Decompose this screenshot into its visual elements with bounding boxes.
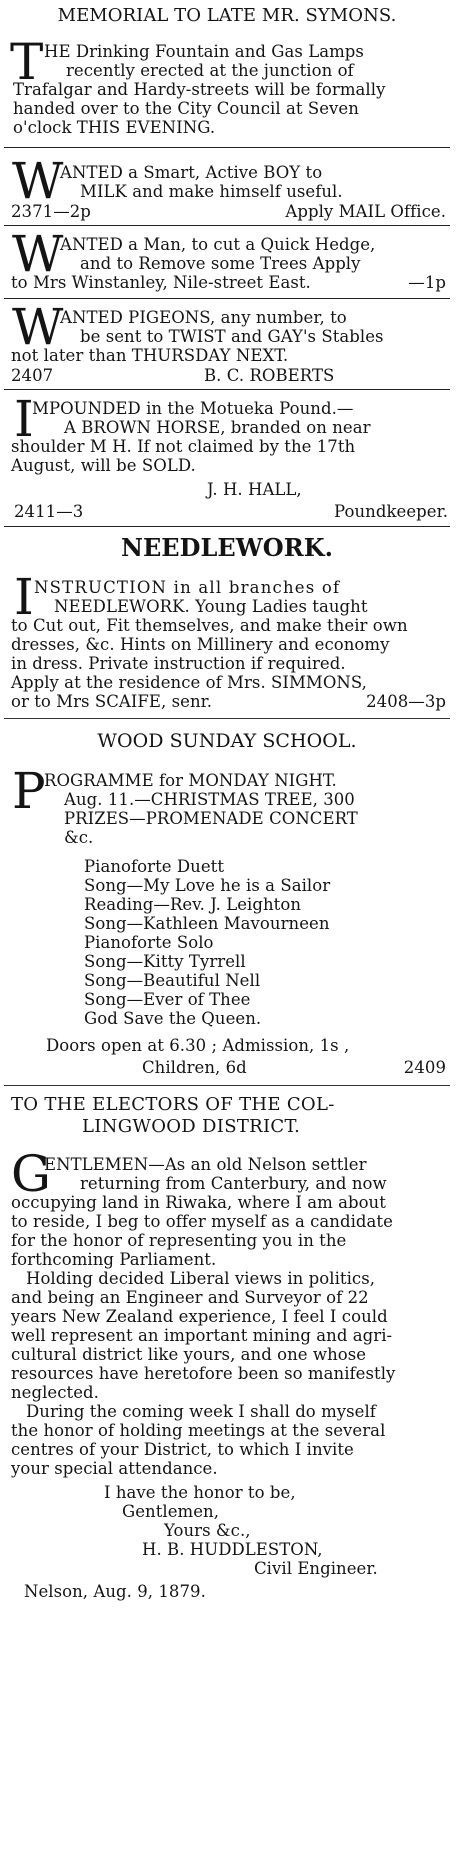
needlework-line-4: dresses, &c. Hints on Millinery and economy bbox=[11, 635, 390, 654]
electors-line: your special attendance. bbox=[11, 1459, 218, 1478]
needlework-line-7: or to Mrs SCAIFE, senr. bbox=[11, 692, 213, 711]
electors-line: centres of your District, to which I invite bbox=[11, 1440, 354, 1459]
rule bbox=[4, 225, 450, 226]
program-item: Song—Beautiful Nell bbox=[84, 971, 261, 990]
program-item: Song—Ever of Thee bbox=[84, 990, 251, 1009]
pigeons-drop-cap: W bbox=[12, 298, 64, 356]
program-item: Song—My Love he is a Sailor bbox=[84, 876, 331, 895]
pigeons-signature: B. C. ROBERTS bbox=[204, 366, 335, 385]
program-item: God Save the Queen. bbox=[84, 1009, 262, 1028]
hedge-drop-cap: W bbox=[12, 225, 64, 283]
wood-drop-cap: P bbox=[12, 762, 46, 820]
needlework-line-2: NEEDLEWORK. Young Ladies taught bbox=[54, 597, 368, 616]
impounded-signature: J. H. HALL, bbox=[207, 480, 302, 499]
rule bbox=[4, 718, 450, 719]
pigeons-line-3: not later than THURSDAY NEXT. bbox=[11, 346, 289, 365]
program-item: Pianoforte Solo bbox=[84, 933, 214, 952]
electors-date: Nelson, Aug. 9, 1879. bbox=[24, 1582, 206, 1601]
needlework-heading: NEEDLEWORK. bbox=[120, 533, 334, 562]
electors-line: occupying land in Riwaka, where I am about bbox=[11, 1193, 386, 1212]
electors-line: the honor of holding meetings at the several bbox=[11, 1421, 386, 1440]
rule bbox=[4, 147, 450, 148]
boy-line-1: ANTED a Smart, Active BOY to bbox=[60, 163, 323, 182]
electors-line: to reside, I beg to offer myself as a candidate bbox=[11, 1212, 393, 1231]
impounded-line-1: MPOUNDED in the Motueka Pound.— bbox=[32, 399, 354, 418]
needlework-line-6: Apply at the residence of Mrs. SIMMONS, bbox=[11, 673, 367, 692]
closing-line: Yours &c., bbox=[164, 1521, 251, 1540]
wood-line-3: PRIZES—PROMENADE CONCERT bbox=[64, 809, 358, 828]
electors-heading-2: LINGWOOD DISTRICT. bbox=[82, 1116, 301, 1137]
hedge-line-1: ANTED a Man, to cut a Quick Hedge, bbox=[60, 235, 376, 254]
impounded-title: Poundkeeper. bbox=[334, 502, 448, 521]
boy-ref: 2371—2p bbox=[11, 202, 91, 221]
electors-line: years New Zealand experience, I feel I could bbox=[11, 1307, 388, 1326]
electors-line: Holding decided Liberal views in politics, bbox=[26, 1269, 376, 1288]
pigeons-line-1: ANTED PIGEONS, any number, to bbox=[60, 308, 347, 327]
impounded-line-4: August, will be SOLD. bbox=[11, 456, 196, 475]
hedge-line-2: and to Remove some Trees Apply bbox=[80, 254, 361, 273]
rule bbox=[4, 389, 450, 390]
wood-line-1: ROGRAMME for MONDAY NIGHT. bbox=[44, 771, 337, 790]
pigeons-ref: 2407 bbox=[11, 366, 54, 385]
impounded-line-2: A BROWN HORSE, branded on near bbox=[64, 418, 371, 437]
electors-line: ENTLEMEN—As an old Nelson settler bbox=[44, 1155, 367, 1174]
memorial-drop-cap: T bbox=[10, 33, 44, 91]
memorial-line-4: handed over to the City Council at Seven bbox=[13, 99, 359, 118]
memorial-heading: MEMORIAL TO LATE MR. SYMONS. bbox=[57, 5, 397, 26]
memorial-line-3: Trafalgar and Hardy-streets will be formally bbox=[13, 80, 386, 99]
needlework-line-1: NSTRUCTION in all branches of bbox=[34, 578, 341, 597]
program-item: Pianoforte Duett bbox=[84, 857, 225, 876]
rule bbox=[4, 1085, 450, 1086]
hedge-ref: —1p bbox=[408, 273, 446, 292]
wood-doors: Doors open at 6.30 ; Admission, 1s , bbox=[46, 1036, 350, 1055]
closing-line: I have the honor to be, bbox=[104, 1483, 296, 1502]
wood-children: Children, 6d bbox=[142, 1058, 247, 1077]
impounded-drop-cap: I bbox=[14, 390, 34, 448]
program-item: Song—Kitty Tyrrell bbox=[84, 952, 246, 971]
memorial-line-1: HE Drinking Fountain and Gas Lamps bbox=[44, 42, 364, 61]
electors-line: for the honor of representing you in the bbox=[11, 1231, 347, 1250]
electors-line: resources have heretofore been so manifestly bbox=[11, 1364, 396, 1383]
needlework-ref: 2408—3p bbox=[366, 692, 446, 711]
electors-line: and being an Engineer and Surveyor of 22 bbox=[11, 1288, 369, 1307]
electors-drop-cap: G bbox=[11, 1145, 51, 1203]
electors-line: returning from Canterbury, and now bbox=[80, 1174, 387, 1193]
wood-line-4: &c. bbox=[64, 828, 94, 847]
electors-line: cultural district like yours, and one whose bbox=[11, 1345, 367, 1364]
electors-line: During the coming week I shall do myself bbox=[26, 1402, 376, 1421]
electors-line: well represent an important mining and agri- bbox=[11, 1326, 393, 1345]
closing-line: Gentlemen, bbox=[122, 1502, 220, 1521]
impounded-line-3: shoulder M H. If not claimed by the 17th bbox=[11, 437, 356, 456]
boy-drop-cap: W bbox=[12, 152, 64, 210]
boy-apply: Apply MAIL Office. bbox=[285, 202, 446, 221]
memorial-line-2: recently erected at the junction of bbox=[66, 61, 354, 80]
memorial-line-5: o'clock THIS EVENING. bbox=[13, 118, 216, 137]
wood-line-2: Aug. 11.—CHRISTMAS TREE, 300 bbox=[64, 790, 355, 809]
impounded-ref: 2411—3 bbox=[14, 502, 84, 521]
wood-ref: 2409 bbox=[403, 1058, 446, 1077]
rule bbox=[4, 298, 450, 299]
electors-line: neglected. bbox=[11, 1383, 99, 1402]
electors-heading-1: TO THE ELECTORS OF THE COL- bbox=[11, 1094, 335, 1115]
program-item: Reading—Rev. J. Leighton bbox=[84, 895, 301, 914]
boy-line-2: MILK and make himself useful. bbox=[80, 182, 343, 201]
wood-heading: WOOD SUNDAY SCHOOL. bbox=[97, 730, 357, 752]
electors-title: Civil Engineer. bbox=[254, 1559, 378, 1578]
needlework-drop-cap: I bbox=[14, 568, 34, 626]
rule bbox=[4, 526, 450, 527]
electors-signature: H. B. HUDDLESTON, bbox=[142, 1540, 323, 1559]
needlework-line-5: in dress. Private instruction if required. bbox=[11, 654, 346, 673]
hedge-line-3: to Mrs Winstanley, Nile-street East. bbox=[11, 273, 311, 292]
program-item: Song—Kathleen Mavourneen bbox=[84, 914, 330, 933]
electors-line: forthcoming Parliament. bbox=[11, 1250, 217, 1269]
pigeons-line-2: be sent to TWIST and GAY's Stables bbox=[80, 327, 384, 346]
needlework-line-3: to Cut out, Fit themselves, and make their own bbox=[11, 616, 408, 635]
